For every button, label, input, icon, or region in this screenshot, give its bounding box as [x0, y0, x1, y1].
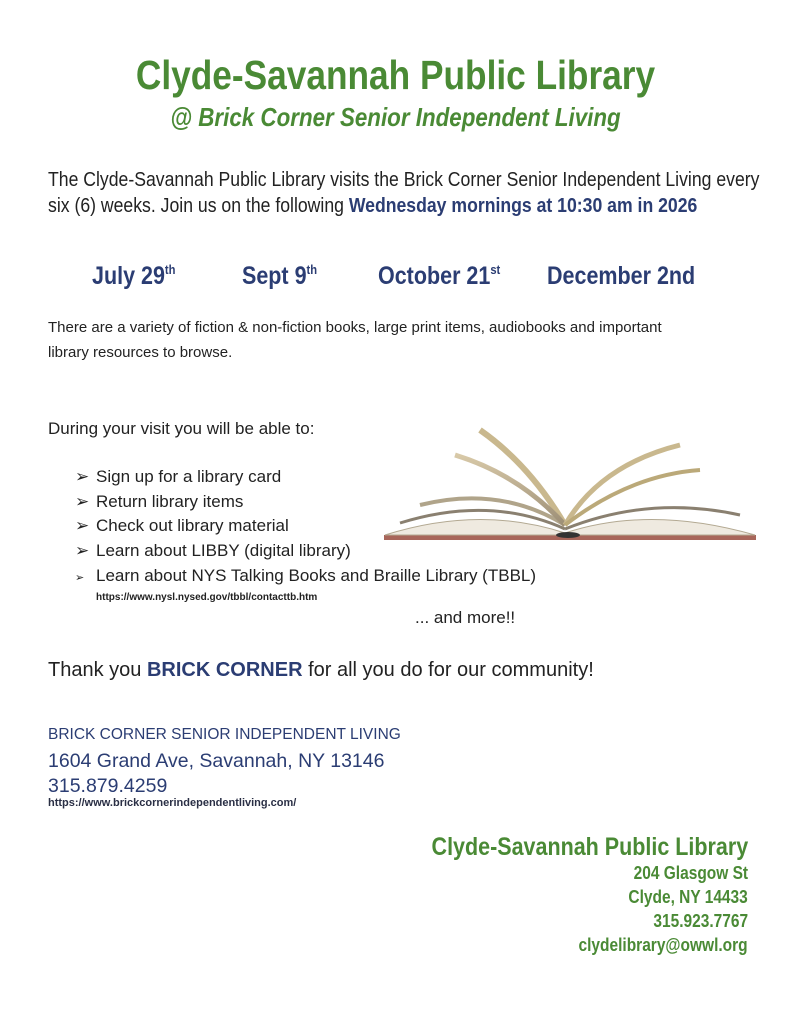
library-name: Clyde-Savannah Public Library: [431, 833, 748, 861]
brick-corner-phone: 315.879.4259: [48, 775, 168, 797]
brick-corner-address: 1604 Grand Ave, Savannah, NY 13146: [48, 750, 385, 772]
arrow-bullet-icon: ➢: [75, 541, 90, 560]
brick-corner-name: BRICK CORNER SENIOR INDEPENDENT LIVING: [48, 726, 401, 743]
library-street: 204 Glasgow St: [633, 863, 748, 883]
date-3: October 21st: [378, 262, 501, 290]
visit-heading: During your visit you will be able to:: [48, 419, 315, 438]
schedule-highlight: Wednesday mornings at 10:30 am in 2026: [348, 194, 698, 217]
page-subtitle: @ Brick Corner Senior Independent Living: [170, 102, 621, 132]
and-more-text: ... and more!!: [415, 608, 516, 627]
list-item: ➢ Return library items: [75, 492, 244, 511]
resources-line-2: library resources to browse.: [48, 344, 233, 361]
list-item: ➢ Learn about LIBBY (digital library): [75, 541, 351, 560]
arrow-bullet-icon: ➢: [75, 516, 90, 535]
library-email[interactable]: clydelibrary@owwl.org: [578, 935, 748, 955]
date-4: December 2nd: [547, 262, 696, 290]
open-book-image: [380, 425, 758, 550]
intro-line-1: The Clyde-Savannah Public Library visits the Brick Corner Senior Independent Living every: [48, 168, 760, 191]
brick-corner-url[interactable]: https://www.brickcornerindependentliving.com/: [48, 797, 297, 809]
list-item: ➢ Check out library material: [75, 516, 289, 535]
resources-line-1: There are a variety of fiction & non-fiction books, large print items, audiobooks and important: [48, 319, 662, 336]
library-city: Clyde, NY 14433: [628, 887, 748, 907]
arrow-bullet-icon: ➢: [75, 572, 85, 584]
date-2: Sept 9th: [242, 262, 318, 290]
page-title: Clyde-Savannah Public Library: [135, 52, 656, 98]
tbbl-link[interactable]: https://www.nysl.nysed.gov/tbbl/contacttb.htm: [96, 592, 318, 603]
arrow-bullet-icon: ➢: [75, 467, 90, 486]
library-phone: 315.923.7767: [653, 911, 748, 931]
thank-you-line: Thank you BRICK CORNER for all you do for our community!: [48, 659, 594, 681]
date-1: July 29th: [92, 262, 176, 290]
arrow-bullet-icon: ➢: [75, 492, 90, 511]
list-item: ➢ Learn about NYS Talking Books and Braille Library (TBBL): [75, 566, 537, 585]
intro-line-2: six (6) weeks. Join us on the following Wednesday mornings at 10:30 am in 2026: [48, 194, 698, 217]
list-item: ➢ Sign up for a library card: [75, 467, 282, 486]
